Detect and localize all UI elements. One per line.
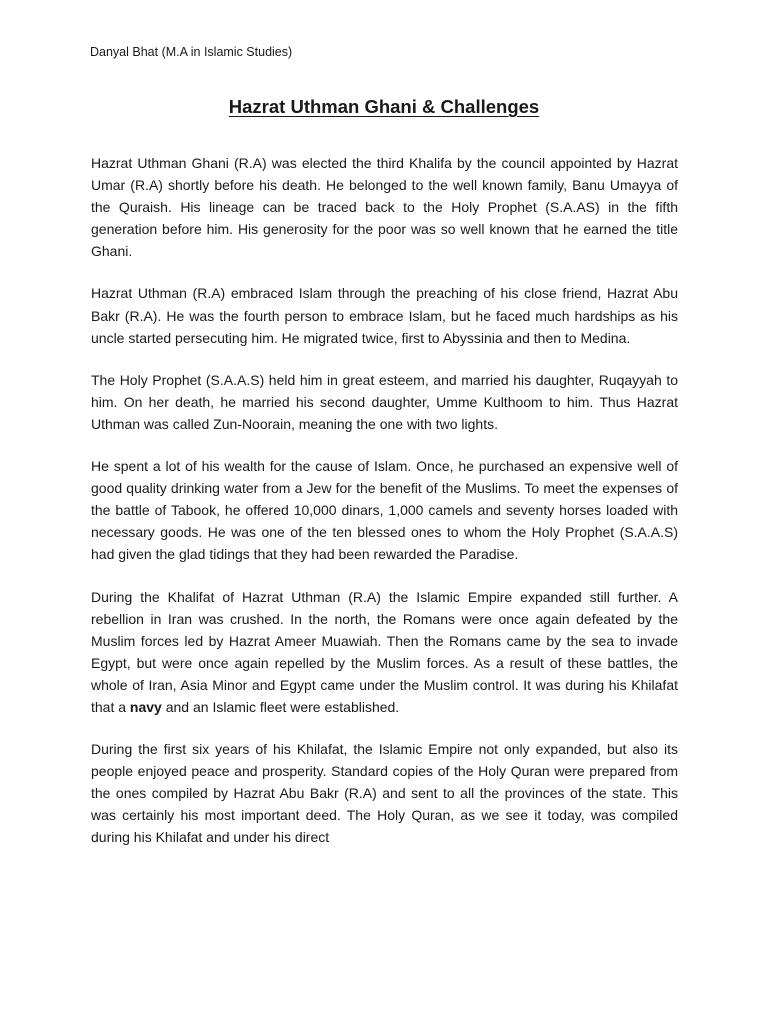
bold-word-navy: navy <box>129 698 162 715</box>
paragraph-6: During the first six years of his Khilafat, the Islamic Empire not only expanded, but also its people enjoyed peace and prosperity. Standard copies of the Holy Quran were prepared from the ones compiled by Hazrat Abu Bakr (R.A) and sent to all the provinces of the state. This was certainly his most important deed. The Holy Quran, as we see it today, was compiled during his Khilafat and under his direct <box>91 741 678 846</box>
paragraph-2: Hazrat Uthman (R.A) embraced Islam through the preaching of his close friend, Hazrat Abu Bakr (R.A). He was the fourth person to embrace Islam, but he faced much hardships as his uncle started persecuting him. He migrated twice, first to Abyssinia and then to Medina. <box>91 285 678 346</box>
paragraph-3: The Holy Prophet (S.A.A.S) held him in great esteem, and married his daughter, Ruqayyah to him. On her death, he married his second daughter, Umme Kulthoom to him. Thus Hazrat Uthman was called Zun-Noorain, meaning the one with two lights. <box>91 371 678 432</box>
paragraph-4: He spent a lot of his wealth for the cause of Islam. Once, he purchased an expensive well of good quality drinking water from a Jew for the benefit of the Muslims. To meet the expenses of the battle of Tabook, he offered 10,000 dinars, 1,000 camels and seventy horses loaded with necessary goods. He was one of the ten blessed ones to whom the Holy Prophet (S.A.A.S) had given the glad tidings that they had been rewarded the Paradise. <box>91 458 678 563</box>
paragraph-5-text-after: and an Islamic fleet were established. <box>161 698 400 715</box>
paragraph-5-text-before: During the Khalifat of Hazrat Uthman (R.A) the Islamic Empire expanded still further. A rebellion in Iran was crushed. In the north, the Romans were once again defeated by the Muslim forces led by Hazrat Ameer Muawiah. Then the Romans came by the sea to invade Egypt, but were once again repelled by the Muslim forces. As a result of these battles, the whole of Iran, Asia Minor and Egypt came under the Muslim control. It was during his Khilafat that a <box>91 588 678 715</box>
document-title: Hazrat Uthman Ghani & Challenges <box>228 96 540 117</box>
document-body <box>91 152 678 869</box>
paragraph-1: Hazrat Uthman Ghani (R.A) was elected the third Khalifa by the council appointed by Hazrat Umar (R.A) shortly before his death. He belonged to the well known family, Banu Umayya of the Quraish. His lineage can be traced back to the Holy Prophet (S.A.AS) in the fifth generation before him. His generosity for the poor was so well known that he earned the title Ghani. <box>91 155 678 260</box>
paragraph-5 <box>91 586 678 719</box>
author-line: Danyal Bhat (M.A in Islamic Studies) <box>90 45 293 59</box>
